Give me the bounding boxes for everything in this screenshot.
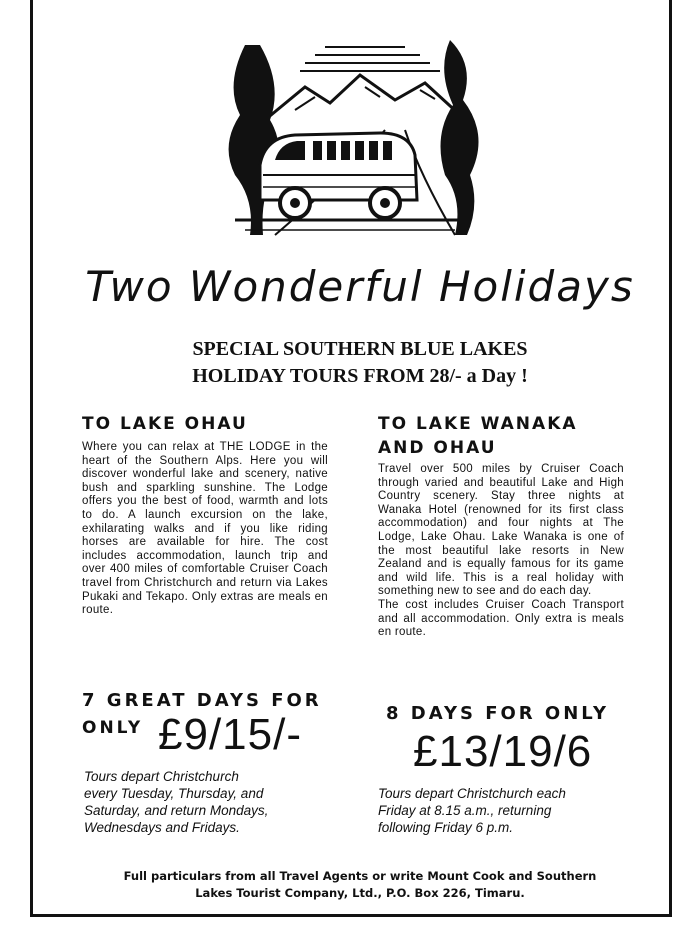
- footer-contact: [60, 868, 660, 902]
- right-departure-info: [378, 785, 566, 836]
- footer-line-2: Lakes Tourist Company, Ltd., P.O. Box 226, Timaru.: [195, 886, 525, 900]
- right-title-line-2: AND OHAU: [378, 438, 497, 458]
- right-price: £13/19/6: [413, 727, 593, 776]
- left-depart-line: Saturday, and return Mondays,: [84, 803, 269, 818]
- right-offer: 8 DAYS FOR ONLY: [386, 703, 609, 724]
- left-body-text: Where you can relax at THE LODGE in the heart of the Southern Alps. Here you will discover wonderful lake and scenery, native bush and sparkling sunshine. The Lodge offers you the best of food, warmth and lots to do. A launch excursion on the lake, exhilarating walks and if you like riding horses are available for hire. The cost includes accommodation, launch trip and over 400 miles of comfortable Cruiser Coach travel from Christchurch and return via Lakes Pukaki and Tekapo. Only extras are meals en route.: [82, 441, 328, 617]
- right-depart-line: Friday at 8.15 a.m., returning: [378, 803, 552, 818]
- subhead-line-2: HOLIDAY TOURS FROM 28/- a Day !: [192, 365, 528, 387]
- footer-line-1: Full particulars from all Travel Agents or write Mount Cook and Southern: [123, 869, 597, 883]
- left-column-title: TO LAKE OHAU: [82, 414, 248, 434]
- right-depart-line: following Friday 6 p.m.: [378, 820, 514, 835]
- left-depart-line: Wednesdays and Fridays.: [84, 820, 240, 835]
- left-column-body: [82, 441, 328, 618]
- left-depart-line: every Tuesday, Thursday, and: [84, 786, 264, 801]
- right-body-text: Travel over 500 miles by Cruiser Coach through varied and beautiful Lake and High Country scenery. Stay three nights at Wanaka Hotel (renowned for its first class accommodation) and four nights at The Lodge, Lake Ohau. Lake Wanaka is one of the most beautiful lake resorts in New Zealand and is equally famous for its game and wild life. This is a real holiday with something new to see and do each day.: [378, 463, 624, 598]
- subhead-line-1: SPECIAL SOUTHERN BLUE LAKES: [192, 338, 528, 360]
- left-price: £9/15/-: [158, 710, 302, 759]
- right-column-title: [378, 412, 578, 460]
- left-offer-line-1: 7 GREAT DAYS FOR: [82, 690, 322, 711]
- right-body-text-2: The cost includes Cruiser Coach Transport and all accommodation. Only extra is meals en route.: [378, 598, 624, 639]
- right-title-line-1: TO LAKE WANAKA: [378, 414, 578, 434]
- right-depart-line: Tours depart Christchurch each: [378, 786, 566, 801]
- headline: Two Wonderful Holidays: [85, 262, 635, 311]
- subheadline: [60, 336, 660, 390]
- left-offer-line-2: ONLY: [82, 718, 144, 738]
- right-column-body: [378, 463, 624, 640]
- left-depart-line: Tours depart Christchurch: [84, 769, 239, 784]
- coach-illustration: [205, 25, 495, 240]
- left-departure-info: [84, 768, 268, 836]
